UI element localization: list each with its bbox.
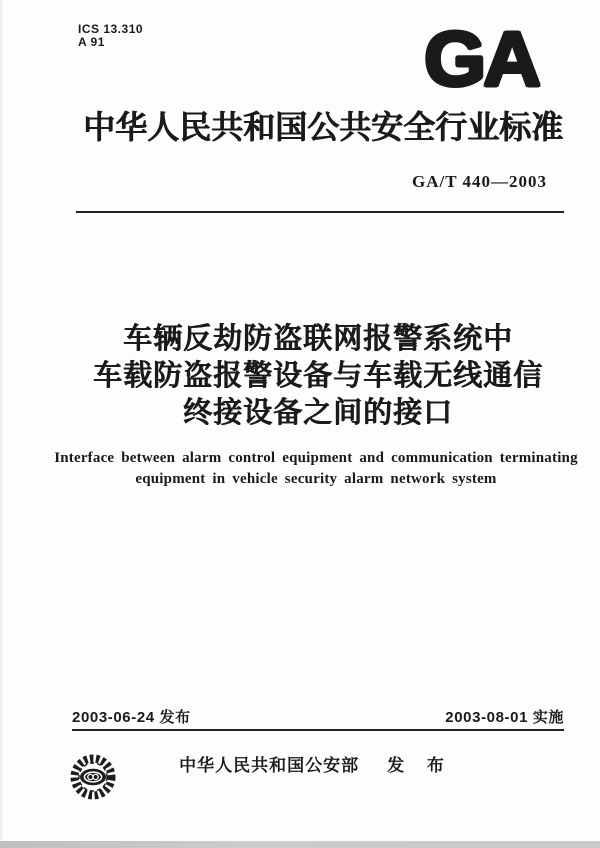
publisher-row bbox=[32, 756, 600, 776]
ics-code: ICS 13.310 bbox=[78, 22, 144, 36]
publish-label: 发 布 bbox=[387, 756, 453, 775]
standard-number: GA/T 440—2003 bbox=[411, 172, 547, 191]
title-cn-line-2: 车载防盗报警设备与车载无线通信 bbox=[92, 360, 543, 392]
implement-date: 2003-08-01 实施 bbox=[445, 709, 564, 726]
ics-classification-block bbox=[78, 23, 143, 49]
issue-date: 2003-06-24 发布 bbox=[72, 709, 191, 726]
footer-rule bbox=[72, 729, 564, 731]
title-en-line-2: equipment in vehicle security alarm network system bbox=[135, 471, 497, 487]
header-rule bbox=[76, 211, 564, 213]
date-row bbox=[72, 709, 564, 727]
doc-class-code: A 91 bbox=[78, 35, 105, 49]
title-cn-line-3: 终接设备之间的接口 bbox=[182, 397, 453, 429]
document-title-en bbox=[32, 448, 600, 490]
title-cn-line-1: 车辆反劫防盗联网报警系统中 bbox=[122, 323, 513, 355]
ga-logo: GA bbox=[424, 16, 538, 102]
standard-name: 中华人民共和国公共安全行业标准 bbox=[82, 109, 563, 145]
scan-edge-left bbox=[0, 0, 4, 848]
document-title-cn bbox=[36, 321, 600, 432]
scan-band-bottom bbox=[0, 841, 600, 848]
publisher-name: 中华人民共和国公安部 bbox=[179, 756, 360, 775]
title-en-line-1: Interface between alarm control equipment and communication terminating bbox=[54, 450, 578, 466]
